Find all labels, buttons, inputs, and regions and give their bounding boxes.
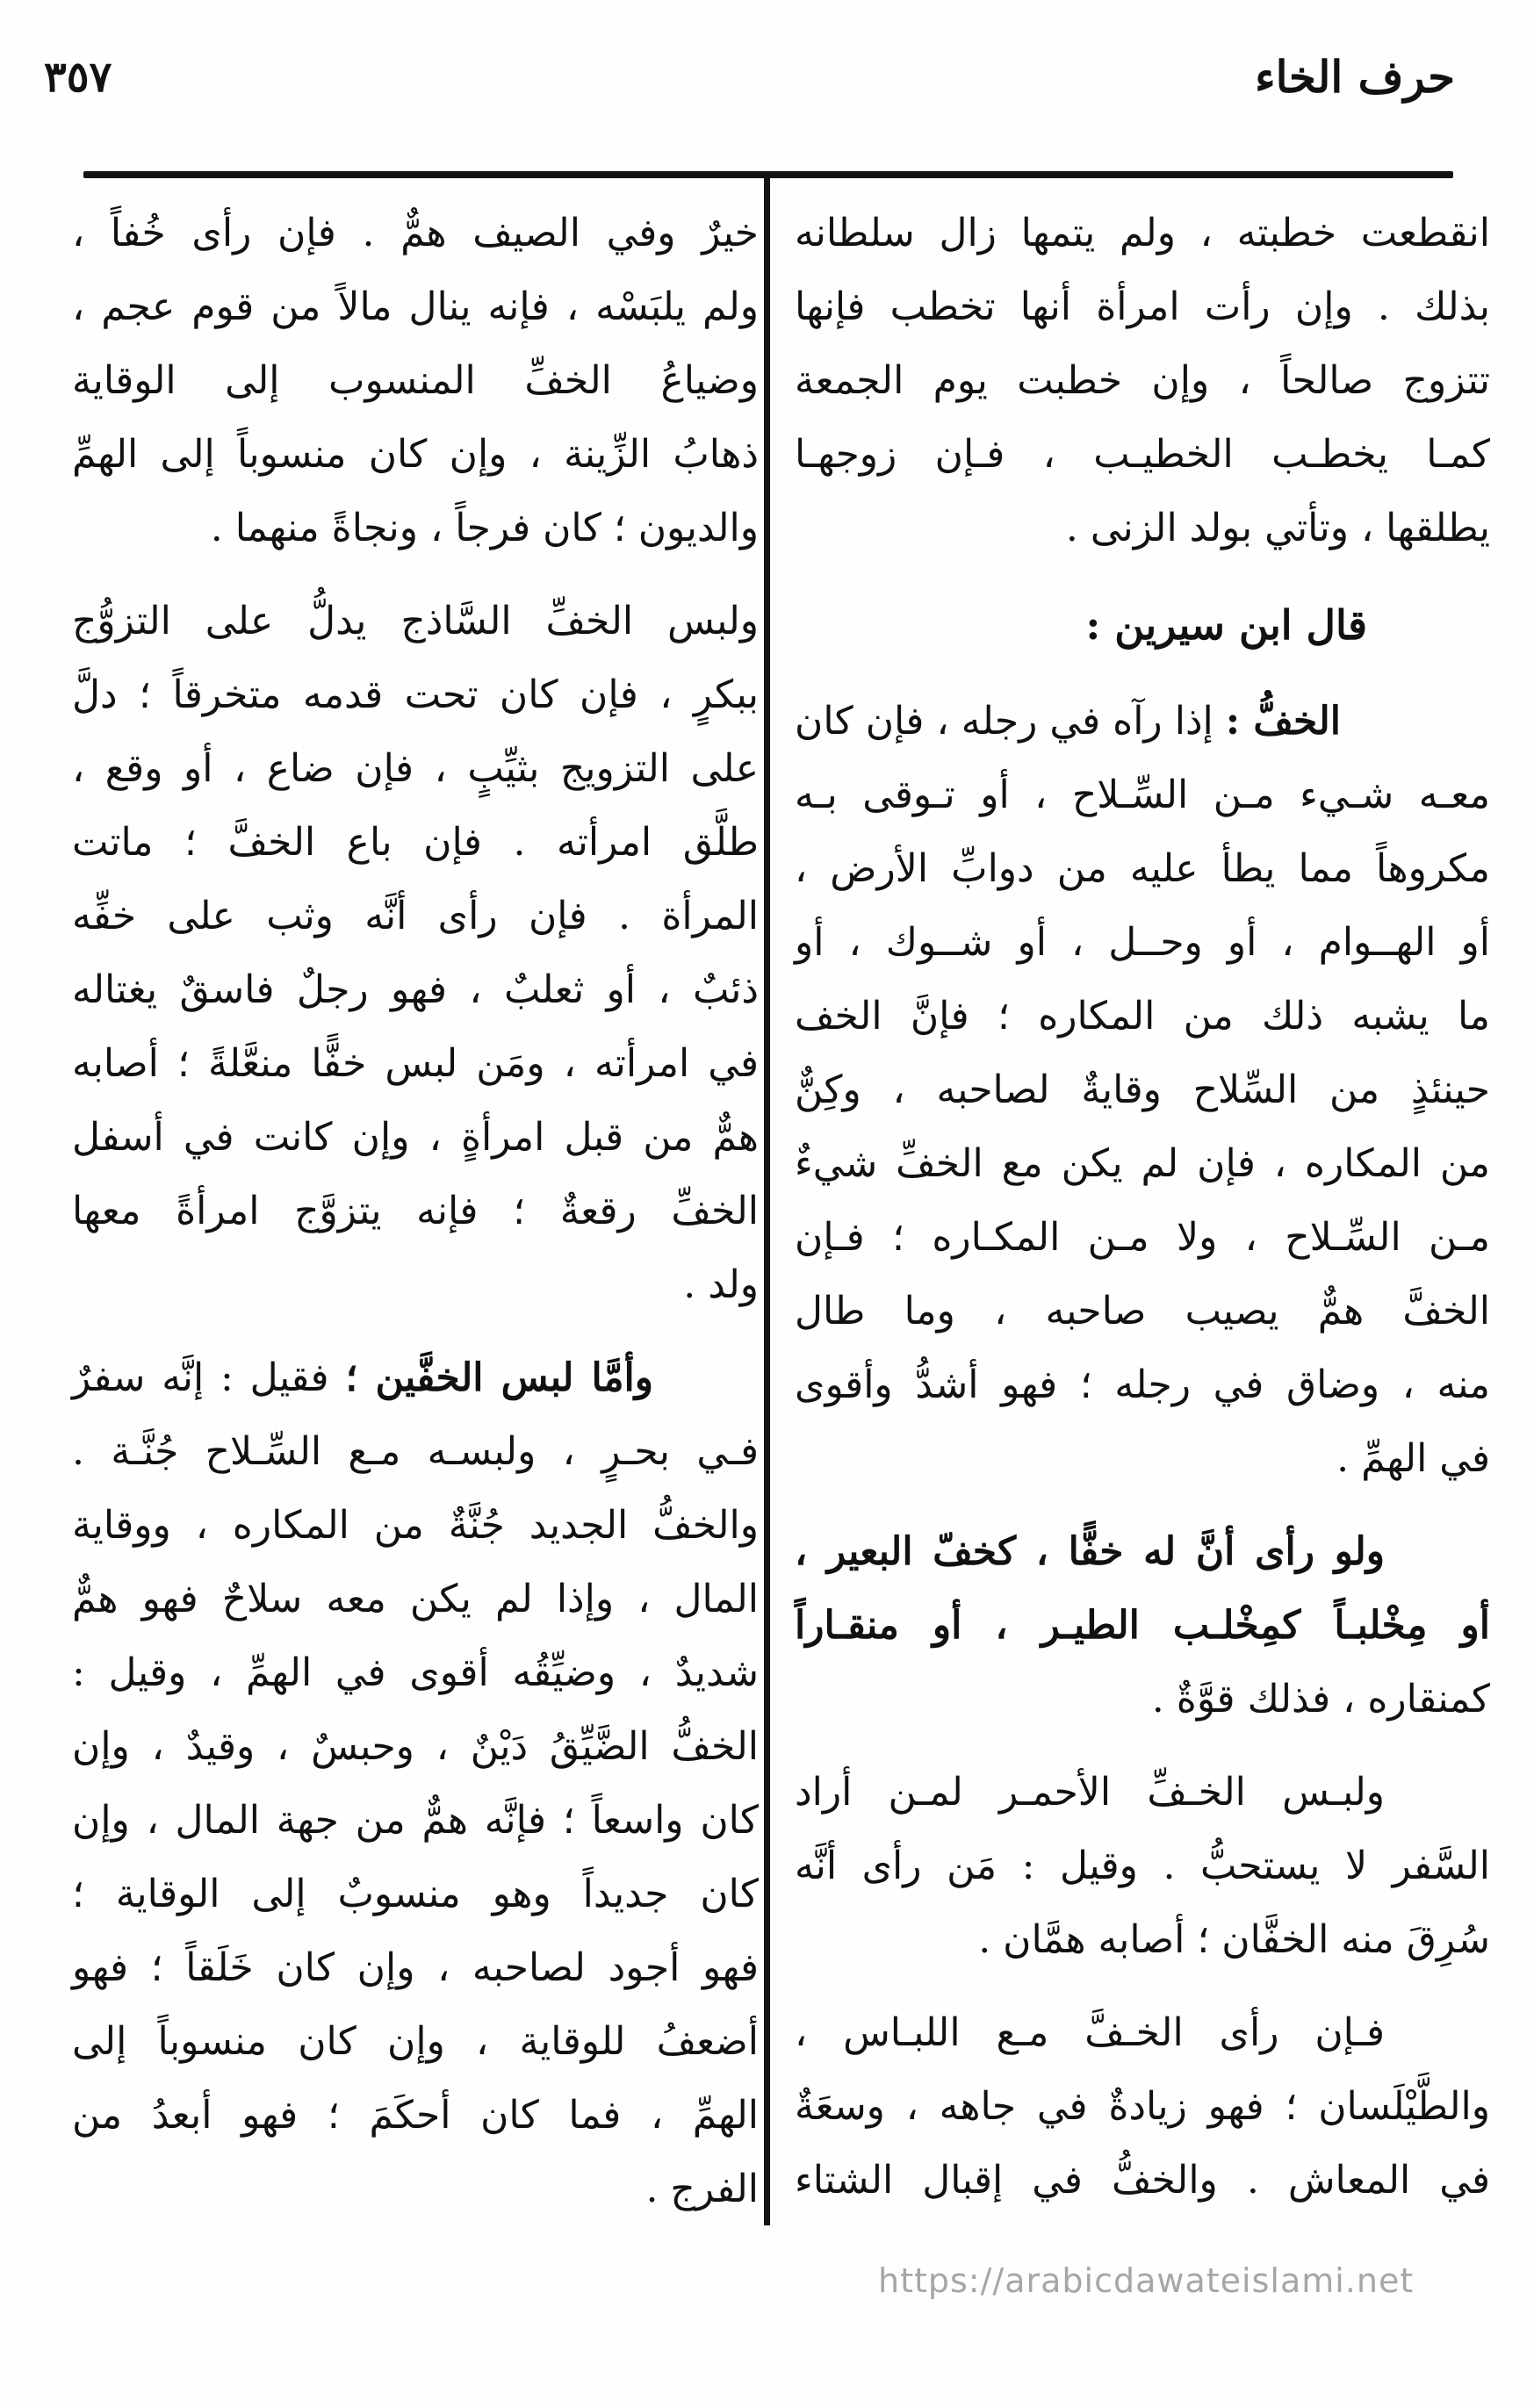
left-column — [72, 197, 759, 2226]
text-line: حينئذٍ من السِّلاح وقايةٌ لصاحبه ، وكِنٌّ — [795, 1067, 1490, 1112]
text-line: الهمِّ ، فما كان أحكَمَ ؛ فهو أبعدُ من — [72, 2093, 759, 2138]
text-line: على التزويج بثيِّبٍ ، فإن ضاع ، أو وقع ، — [72, 746, 759, 791]
text-line: ولد . — [683, 1262, 759, 1307]
paragraph-two-khuffs — [72, 1341, 759, 2226]
text-line: وضياعُ الخفِّ المنسوب إلى الوقاية — [72, 358, 759, 403]
text-line: كمـا يخطـب الخطيـب ، فـإن زوجهـا — [795, 432, 1490, 477]
paragraph-khuff-with-clothes — [795, 1996, 1490, 2218]
text-line: الخفُّ الضَّيِّقُ دَيْنٌ ، وحبسٌ ، وقيدٌ ، وإن — [72, 1724, 759, 1769]
text-line: ولم يلبَسْه ، فإنه ينال مالاً من قوم عجم ، — [72, 284, 759, 329]
text-line: كان واسعاً ؛ فإنَّه همٌّ من جهة المال ، وإن — [72, 1798, 759, 1843]
text-line: والخفُّ الجديد جُنَّةٌ من المكاره ، ووقاية — [72, 1503, 759, 1548]
text-line: في الهمِّ . — [1336, 1436, 1490, 1481]
text-line: شديدٌ ، وضيِّقُه أقوى في الهمِّ ، وقيل : — [72, 1650, 759, 1695]
column-divider-rule — [764, 178, 770, 2225]
text-line: أو الهــوام ، أو وحــل ، أو شــوك ، أو — [795, 920, 1490, 965]
paragraph-red-khuff — [795, 1756, 1490, 1977]
text-line: سُرِقَ منه الخفَّان ؛ أصابه همَّان . — [978, 1917, 1490, 1962]
text-line: ذئبٌ ، أو ثعلبٌ ، فهو رجلٌ فاسقٌ يغتاله — [72, 967, 759, 1012]
text-line: ولو رأى أنَّ له خفًّا ، كخفّ البعير ، — [795, 1529, 1385, 1574]
text-line: الخفِّ رقعةٌ ؛ فإنه يتزوَّج امرأةً معها — [72, 1189, 759, 1233]
watermark-url: https://arabicdawateislami.net — [878, 2261, 1415, 2300]
paragraph-khuff-definition — [795, 685, 1490, 1496]
header-divider-rule — [83, 171, 1453, 178]
paragraph-continuation — [795, 197, 1490, 565]
text-line: في امرأته ، ومَن لبس خفًّا منعَّلةً ؛ أصابه — [72, 1041, 759, 1086]
section-heading: قال ابن سيرين : — [1085, 601, 1367, 649]
text-line: وأمَّا لبس الخفَّين ؛ فقيل : إنَّه سفرٌ — [72, 1355, 654, 1400]
text-line: ولبـس الخـفِّ الأحمـر لمـن أراد — [795, 1770, 1385, 1815]
text-line: والطَّيْلَسان ؛ فهو زيادةٌ في جاهه ، وسعَةٌ — [795, 2084, 1490, 2129]
text-line: ذهابُ الزِّينة ، وإن كان منسوباً إلى الهمِّ — [72, 432, 759, 477]
text-line: في المعاش . والخفُّ في إقبال الشتاء — [795, 2158, 1490, 2203]
text-line: السَّفر لا يستحبُّ . وقيل : مَن رأى أنَّه — [795, 1844, 1490, 1888]
text-line: فـي بحـرٍ ، ولبسـه مـع السِّـلاح جُنَّـة . — [72, 1429, 759, 1474]
paragraph-continuation — [72, 197, 759, 565]
text-line: يطلقها ، وتأتي بولد الزنى . — [1065, 506, 1490, 550]
text-line: فهو أجود لصاحبه ، وإن كان خَلَقاً ؛ فهو — [72, 1945, 759, 1990]
text-line: كان جديداً وهو منسوبٌ إلى الوقاية ؛ — [72, 1872, 759, 1916]
text-line: المرأة . فإن رأى أنَّه وثب على خفِّه — [72, 894, 759, 938]
text-line: أضعفُ للوقاية ، وإن كان منسوباً إلى — [72, 2019, 759, 2064]
text-line: ما يشبه ذلك من المكاره ؛ فإنَّ الخف — [795, 994, 1490, 1039]
text-line: كمنقاره ، فذلك قوَّةٌ . — [1151, 1677, 1490, 1722]
text-line: ببكرٍ ، فإن كان تحت قدمه متخرقاً ؛ دلَّ — [72, 672, 759, 717]
right-column — [795, 197, 1490, 2218]
text-line: همٌّ من قبل امرأةٍ ، وإن كانت في أسفل — [72, 1115, 759, 1160]
text-line: من المكاره ، فإن لم يكن مع الخفِّ شيءٌ — [795, 1141, 1490, 1186]
text-line: المال ، وإذا لم يكن معه سلاحٌ فهو همٌّ — [72, 1577, 759, 1621]
text-line: والديون ؛ كان فرجاً ، ونجاةً منهما . — [210, 506, 759, 550]
text-line: الفرج . — [645, 2167, 759, 2211]
text-line: أو مِخْلبـاً كمِخْلـب الطيـر ، أو منقـاراً — [795, 1603, 1490, 1648]
paragraph-camel-khuff — [795, 1515, 1490, 1736]
text-line: مـن السِّـلاح ، ولا مـن المكـاره ؛ فـإن — [795, 1215, 1490, 1260]
page-number: ٣٥٧ — [44, 53, 112, 102]
text-line: فـإن رأى الخـفَّ مـع اللبـاس ، — [795, 2010, 1385, 2055]
text-line: تتزوج صالحاً ، وإن خطبت يوم الجمعة — [795, 358, 1490, 403]
text-line: الخفَّ همٌّ يصيب صاحبه ، وما طال — [795, 1289, 1490, 1333]
text-line: منه ، وضاق في رجله ؛ فهو أشدُّ وأقوى — [795, 1362, 1490, 1407]
chapter-title: حرف الخاء — [1255, 51, 1455, 103]
text-line: معـه شـيء مـن السِّـلاح ، أو تـوقى بـه — [795, 773, 1490, 817]
text-line: مكروهاً مما يطأ عليه من دوابِّ الأرض ، — [795, 846, 1490, 891]
text-line: خيرٌ وفي الصيف همٌّ . فإن رأى خُفاً ، — [72, 211, 759, 255]
text-line: انقطعت خطبته ، ولم يتمها زال سلطانه — [795, 211, 1490, 255]
paragraph-plain-khuff — [72, 585, 759, 1322]
text-line: بذلك . وإن رأت امرأة أنها تخطب فإنها — [795, 284, 1490, 329]
text-line: الخفُّ : إذا رآه في رجله ، فإن كان — [795, 699, 1342, 744]
text-line: ولبس الخفِّ السَّاذج يدلُّ على التزوُّج — [72, 599, 759, 643]
text-line: طلَّق امرأته . فإن باع الخفَّ ؛ ماتت — [72, 820, 759, 865]
